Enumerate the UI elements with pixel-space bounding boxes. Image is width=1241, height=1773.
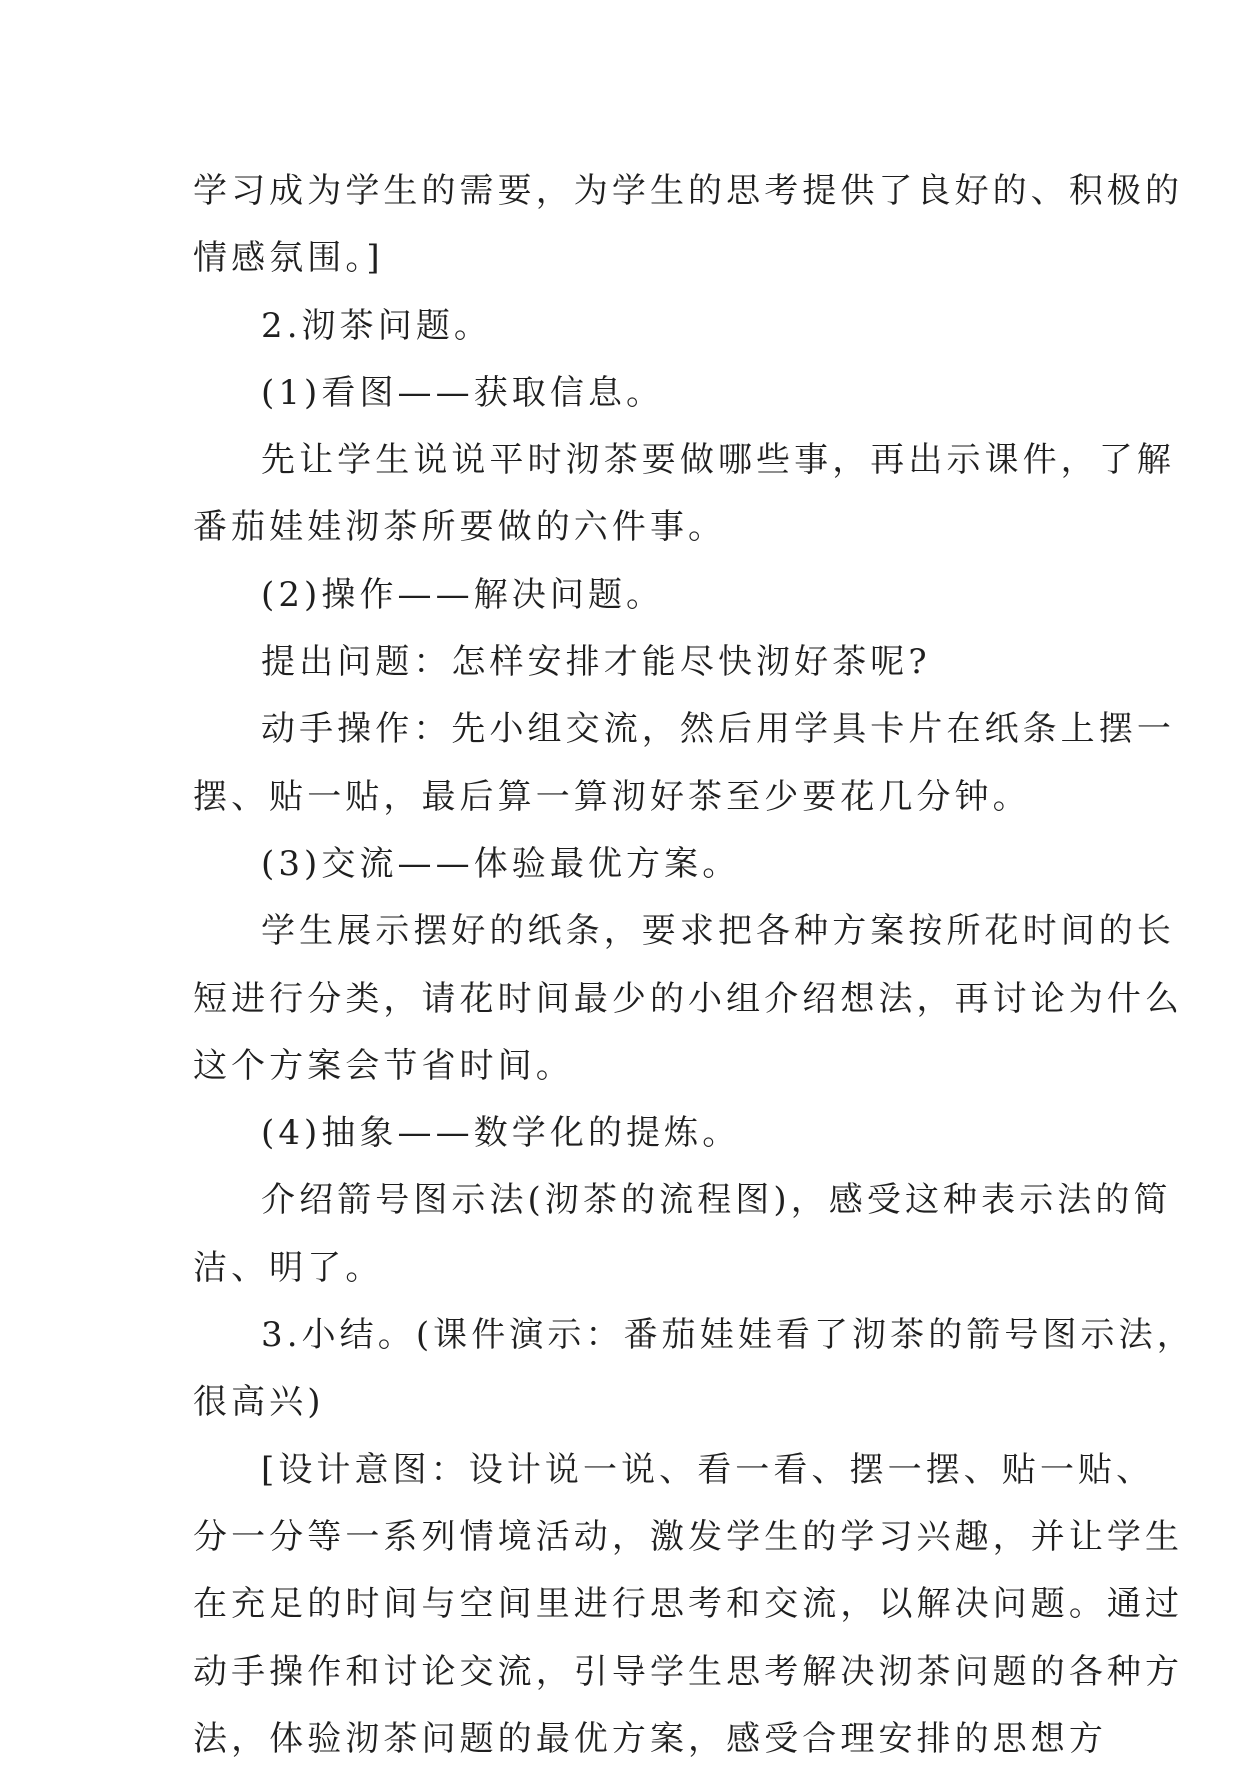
paragraph (193, 427, 1175, 562)
paragraph (193, 696, 1175, 831)
text-line: 3.小结。(课件演示：番茄娃娃看了沏茶的箭号图示法， (261, 1315, 1195, 1356)
paragraph (193, 158, 1184, 293)
text-line: (3)交流——体验最优方案。 (261, 843, 741, 884)
paragraph (193, 831, 1073, 898)
text-line: 短进行分类，请花时间最少的小组介绍想法，再讨论为什么 (193, 978, 1184, 1019)
text-line: 情感氛围。] (193, 238, 384, 279)
text-line: 学习成为学生的需要，为学生的思考提供了良好的、积极的 (193, 171, 1184, 211)
paragraph (193, 1167, 1172, 1302)
paragraph (193, 562, 1073, 629)
paragraph (193, 360, 1073, 427)
text-line: (1)看图——获取信息。 (261, 372, 665, 413)
text-line: 介绍箭号图示法(沏茶的流程图)，感受这种表示法的简 (261, 1180, 1172, 1221)
text-line: 洁、明了。 (193, 1247, 384, 1288)
paragraph (193, 1100, 1073, 1167)
text-line: 2.沏茶问题。 (261, 305, 492, 346)
text-line: 动手操作：先小组交流，然后用学具卡片在纸条上摆一 (261, 709, 1175, 750)
document-body (193, 158, 1195, 1773)
paragraph (193, 898, 1184, 1100)
text-line: 在充足的时间与空间里进行思考和交流，以解决问题。通过 (193, 1584, 1184, 1625)
paragraph (193, 1302, 1195, 1437)
paragraph (193, 293, 1073, 360)
text-line: 很高兴) (193, 1382, 325, 1423)
paragraph (193, 629, 1073, 696)
text-line: 番茄娃娃沏茶所要做的六件事。 (193, 507, 727, 548)
paragraph (193, 1437, 1184, 1773)
text-line: 学生展示摆好的纸条，要求把各种方案按所花时间的长 (261, 911, 1175, 952)
text-line: (2)操作——解决问题。 (261, 574, 665, 615)
text-line: 提出问题：怎样安排才能尽快沏好茶呢? (261, 642, 931, 683)
text-line: [设计意图：设计说一说、看一看、摆一摆、贴一贴、 (261, 1449, 1155, 1490)
text-line: 摆、贴一贴，最后算一算沏好茶至少要花几分钟。 (193, 776, 1031, 817)
text-line: (4)抽象——数学化的提炼。 (261, 1113, 741, 1154)
text-line: 先让学生说说平时沏茶要做哪些事，再出示课件，了解 (261, 440, 1175, 481)
text-line: 分一分等一系列情境活动，激发学生的学习兴趣，并让学生 (193, 1516, 1184, 1557)
text-line: 动手操作和讨论交流，引导学生思考解决沏茶问题的各种方 (193, 1651, 1184, 1692)
text-line: 法，体验沏茶问题的最优方案，感受合理安排的思想方 (193, 1718, 1107, 1759)
text-line: 这个方案会节省时间。 (193, 1045, 574, 1086)
